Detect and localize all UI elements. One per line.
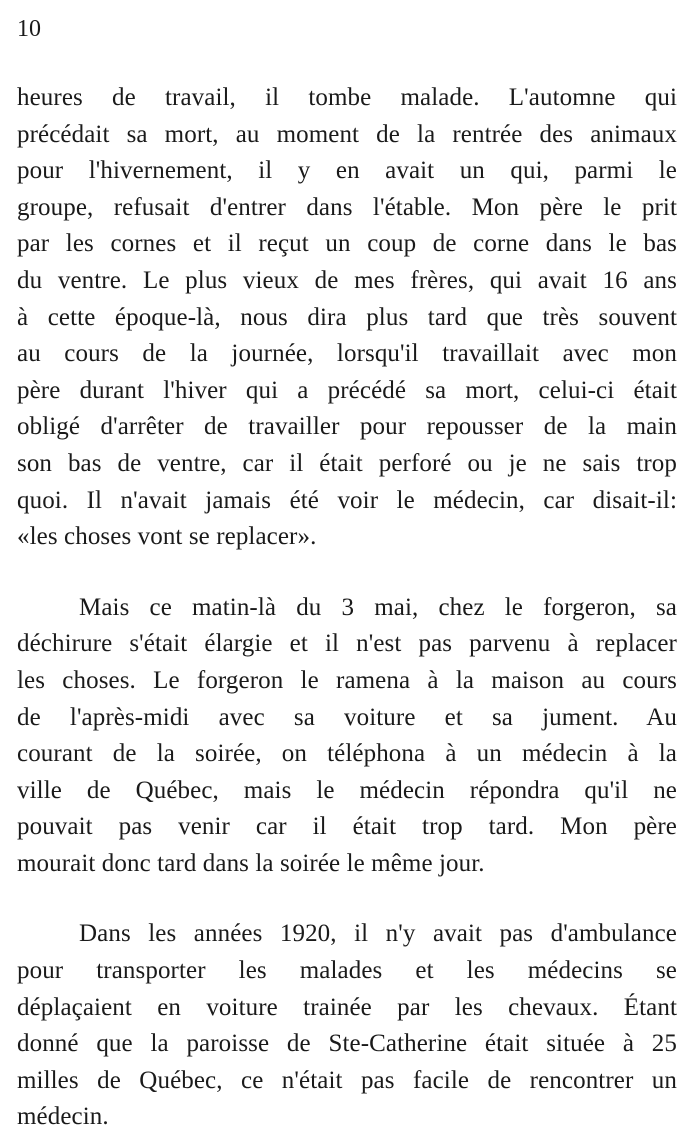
text-line: Dans les années 1920, il n'y avait pas d'ambulance bbox=[79, 920, 677, 948]
text-line: Mais ce matin-là du 3 mai, chez le forgeron, sa bbox=[79, 593, 677, 621]
text-line: courant de la soirée, on téléphona à un médecin à la bbox=[17, 740, 677, 768]
paragraph-1 bbox=[17, 80, 677, 556]
paragraph-3 bbox=[17, 916, 677, 1136]
text-line: de l'après-midi avec sa voiture et sa jument. Au bbox=[17, 703, 677, 731]
text-line: quoi. Il n'avait jamais été voir le médecin, car disait-il: bbox=[17, 486, 677, 514]
body-text bbox=[17, 80, 677, 1136]
text-line: du ventre. Le plus vieux de mes frères, qui avait 16 ans bbox=[17, 266, 677, 294]
paragraph-gap bbox=[17, 882, 677, 916]
text-line: milles de Québec, ce n'était pas facile de rencontrer un bbox=[17, 1066, 677, 1094]
text-line: donné que la paroisse de Ste-Catherine était située à 25 bbox=[17, 1030, 677, 1058]
text-line: obligé d'arrêter de travailler pour repousser de la main bbox=[17, 413, 677, 441]
text-line: pour l'hivernement, il y en avait un qui, parmi le bbox=[17, 157, 677, 185]
text-line: les choses. Le forgeron le ramena à la maison au cours bbox=[17, 666, 677, 694]
text-line: pour transporter les malades et les médecins se bbox=[17, 957, 677, 985]
text-line: père durant l'hiver qui a précédé sa mort, celui-ci était bbox=[17, 376, 677, 404]
text-line: précédait sa mort, au moment de la rentrée des animaux bbox=[17, 120, 677, 148]
text-line: son bas de ventre, car il était perforé ou je ne sais trop bbox=[17, 449, 677, 477]
text-line: ville de Québec, mais le médecin répondra qu'il ne bbox=[17, 776, 677, 804]
text-line: groupe, refusait d'entrer dans l'étable. Mon père le prit bbox=[17, 193, 677, 221]
page-number: 10 bbox=[17, 16, 41, 42]
paragraph-gap bbox=[17, 556, 677, 590]
text-line: pouvait pas venir car il était trop tard. Mon père bbox=[17, 813, 677, 841]
text-line: au cours de la journée, lorsqu'il travaillait avec mon bbox=[17, 340, 677, 368]
text-line: médecin. bbox=[17, 1103, 109, 1131]
paragraph-2 bbox=[17, 590, 677, 883]
text-line: à cette époque-là, nous dira plus tard que très souvent bbox=[17, 303, 677, 331]
text-line: mourait donc tard dans la soirée le même jour. bbox=[17, 849, 485, 877]
text-line: par les cornes et il reçut un coup de corne dans le bas bbox=[17, 230, 677, 258]
text-line: déplaçaient en voiture trainée par les chevaux. Étant bbox=[17, 993, 677, 1021]
text-line: heures de travail, il tombe malade. L'automne qui bbox=[17, 84, 677, 111]
text-line: «les choses vont se replacer». bbox=[17, 523, 317, 551]
text-line: déchirure s'était élargie et il n'est pas parvenu à replacer bbox=[17, 630, 677, 658]
